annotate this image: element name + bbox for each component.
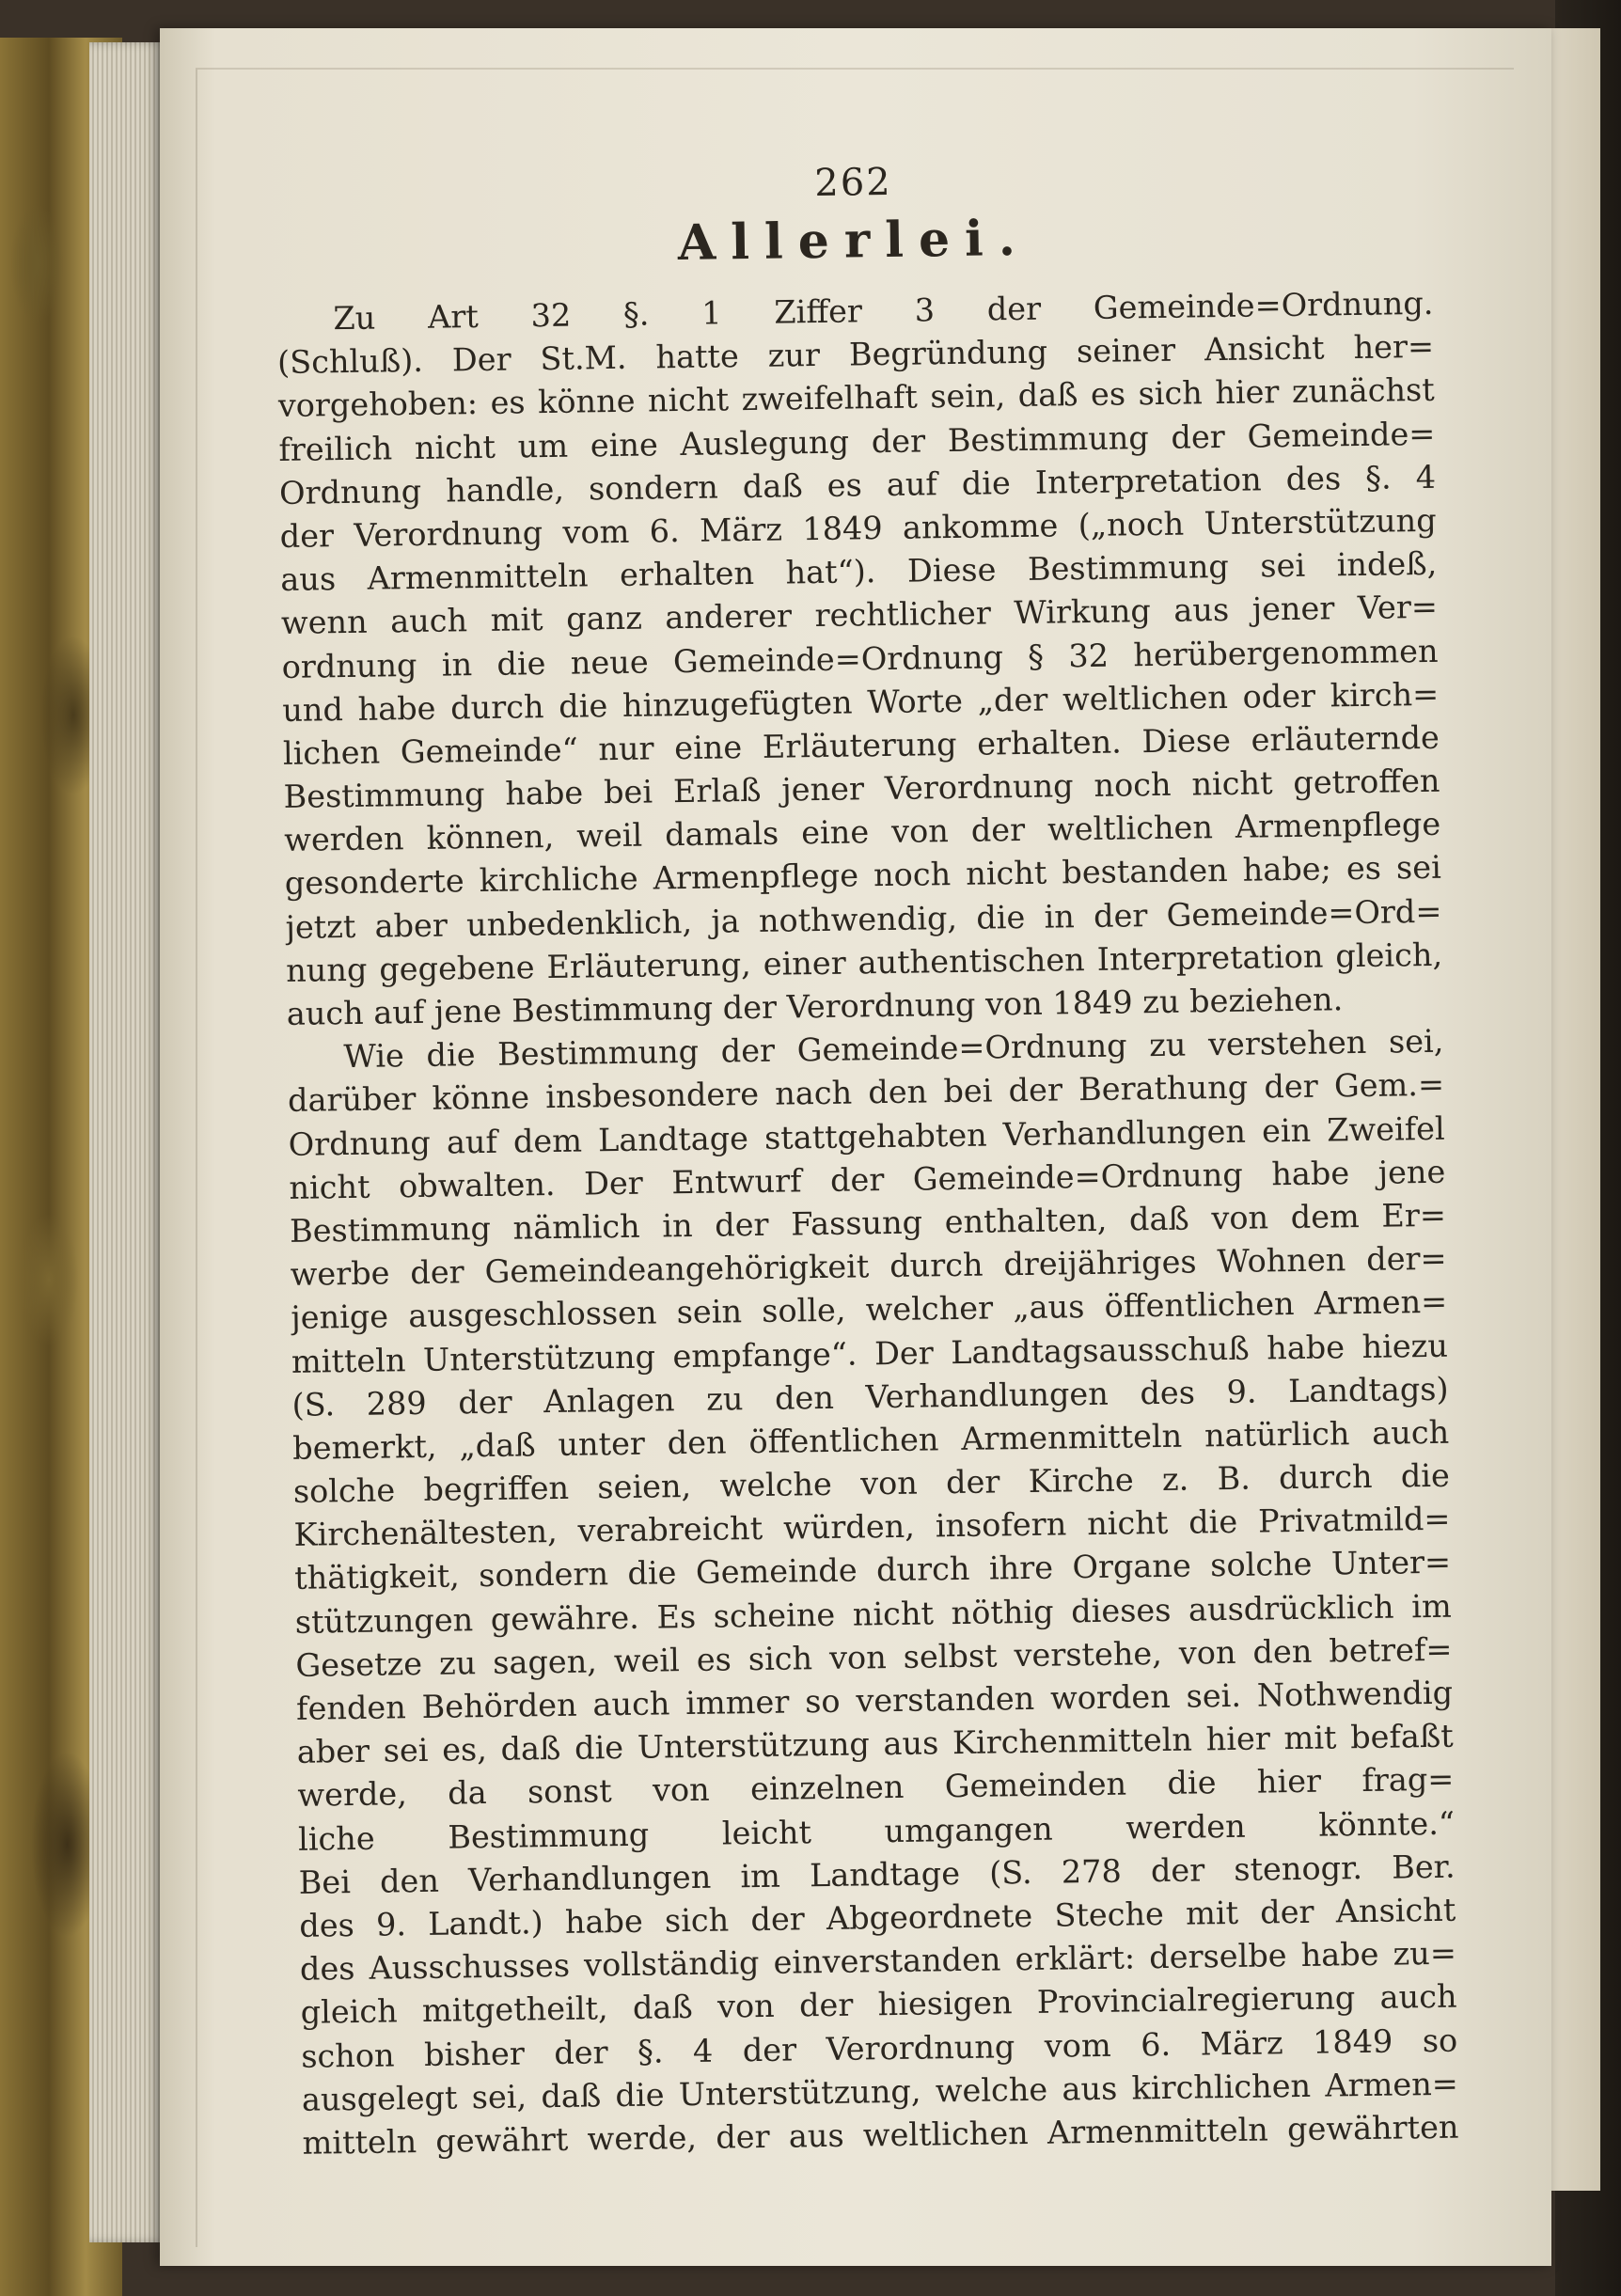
text-line: mitteln Unterstützung empfange“. Der Landtagsausschuß habe hiezu xyxy=(291,1327,1449,1380)
text-line: Ordnung handle, sondern daß es auf die Interpretation des §. 4 xyxy=(278,458,1437,511)
text-line: werde, da sonst von einzelnen Gemeinden die hier frag= xyxy=(297,1761,1455,1815)
text-line: Bestimmung habe bei Erlaß jener Verordnung noch nicht getroffen xyxy=(283,762,1440,815)
text-line: thätigkeit, sondern die Gemeinde durch ihre Organe solche Unter= xyxy=(293,1544,1452,1597)
text-line: jenige ausgeschlossen sein solle, welcher „aus öffentlichen Armen= xyxy=(291,1283,1448,1337)
text-line: vorgehoben: es könne nicht zweifelhaft sein, daß es sich hier zunächst xyxy=(277,371,1435,425)
text-line: und habe durch die hinzugefügten Worte „der weltlichen oder kirch= xyxy=(282,675,1440,729)
text-line: schon bisher der §. 4 der Verordnung vom 6. März 1849 so xyxy=(301,2021,1458,2075)
text-line: der Verordnung vom 6. März 1849 ankomme („noch Unterstützung xyxy=(279,501,1437,555)
text-line: ausgelegt sei, daß die Unterstützung, welche aus kirchlichen Armen= xyxy=(301,2065,1459,2118)
text-line: aus Armenmitteln erhalten hat“). Diese Bestimmung sei indeß, xyxy=(280,544,1438,599)
next-page-edge xyxy=(1544,28,1600,2191)
text-line: Gesetze zu sagen, weil es sich von selbst verstehe, von den betref= xyxy=(295,1630,1453,1684)
text-line: freilich nicht um eine Auslegung der Bestimmung der Gemeinde= xyxy=(278,415,1436,468)
text-line: stützungen gewähre. Es scheine nicht nöthig dieses ausdrücklich im xyxy=(294,1587,1453,1641)
text-line: werbe der Gemeindeangehörigkeit durch dreijähriges Wohnen der= xyxy=(290,1239,1447,1294)
page-edges xyxy=(89,42,165,2242)
text-line: nung gegebene Erläuterung, einer authentischen Interpretation gleich, xyxy=(285,936,1443,989)
text-line: Kirchenältesten, verabreicht würden, insofern nicht die Privatmild= xyxy=(293,1500,1451,1554)
page-content xyxy=(275,134,1459,2162)
text-line: fenden Behörden auch immer so verstanden worden sei. Nothwendig xyxy=(295,1674,1454,1727)
text-line: des 9. Landt.) habe sich der Abgeordnete Steche mit der Ansicht xyxy=(299,1891,1456,1944)
text-line: gesonderte kirchliche Armenpflege noch nicht bestanden habe; es sei xyxy=(284,849,1442,903)
text-line: (Schluß). Der St.M. hatte zur Begründung seiner Ansicht her= xyxy=(276,327,1435,382)
text-line: solche begriffen seien, welche von der Kirche z. B. durch die xyxy=(292,1456,1451,1510)
text-line: (S. 289 der Anlagen zu den Verhandlungen des 9. Landtags) xyxy=(291,1370,1449,1423)
text-line: Bei den Verhandlungen im Landtage (S. 278 der stenogr. Ber. xyxy=(298,1848,1456,1901)
text-line: lichen Gemeinde“ nur eine Erläuterung erhalten. Diese erläuternde xyxy=(282,718,1440,772)
body-text xyxy=(276,282,1459,2165)
text-line: Zu Art 32 §. 1 Ziffer 3 der Gemeinde=Ordnung. xyxy=(333,284,1434,338)
text-line: liche Bestimmung leicht umgangen werden könnte.“ xyxy=(297,1804,1456,1858)
text-line: Ordnung auf dem Landtage stattgehabten Verhandlungen ein Zweifel xyxy=(288,1109,1445,1163)
text-line: jetzt aber unbedenklich, ja nothwendig, die in der Gemeinde=Ord= xyxy=(285,892,1442,946)
text-line: werden können, weil damals eine von der weltlichen Armenpflege xyxy=(283,806,1441,859)
text-line: bemerkt, „daß unter den öffentlichen Armenmitteln natürlich auch xyxy=(292,1413,1450,1467)
text-line: Bestimmung nämlich in der Fassung enthalten, daß von dem Er= xyxy=(289,1196,1447,1250)
text-line: Wie die Bestimmung der Gemeinde=Ordnung zu verstehen sei, xyxy=(343,1022,1444,1076)
page-number: 262 xyxy=(814,160,893,205)
text-line: darüber könne insbesondere nach den bei der Berathung der Gem.= xyxy=(287,1066,1445,1120)
text-line: ordnung in die neue Gemeinde=Ordnung § 32 herübergenommen xyxy=(281,632,1439,685)
text-line: auch auf jene Bestimmung der Verordnung von 1849 zu beziehen. xyxy=(286,981,1344,1032)
section-heading: Allerlei. xyxy=(677,209,1031,273)
text-line: aber sei es, daß die Unterstützung aus Kirchenmitteln hier mit befaßt xyxy=(296,1717,1454,1771)
text-line: wenn auch mit ganz anderer rechtlicher Wirkung aus jener Ver= xyxy=(280,589,1439,642)
text-line: des Ausschusses vollständig einverstanden erklärt: derselbe habe zu= xyxy=(299,1934,1457,1988)
text-line: nicht obwalten. Der Entwurf der Gemeinde=Ordnung habe jene xyxy=(289,1153,1446,1206)
text-line: gleich mitgetheilt, daß von der hiesigen Provincialregierung auch xyxy=(300,1977,1457,2032)
text-line: mitteln gewährt werde, der aus weltlichen Armenmitteln gewährten xyxy=(302,2108,1459,2162)
